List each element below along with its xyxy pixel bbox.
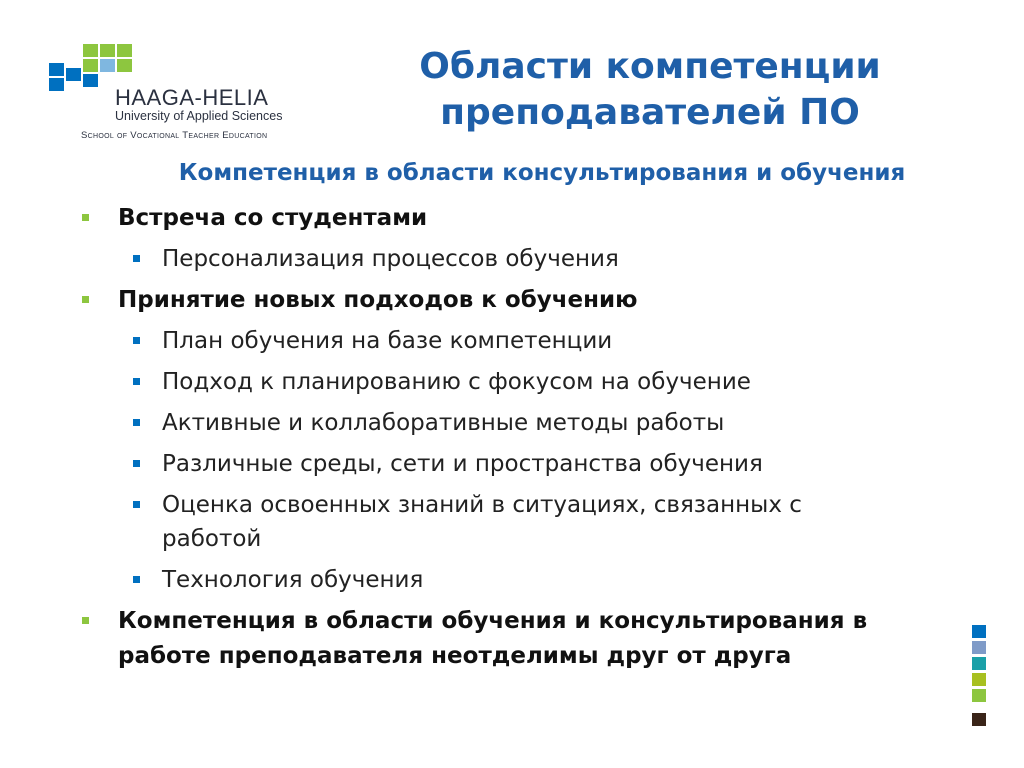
sub-bullet-item: План обучения на базе компетенции	[162, 328, 613, 354]
haaga-helia-logo	[48, 42, 298, 152]
bullet-item-continuation: работе преподавателя неотделимы друг от друга	[118, 643, 792, 669]
sub-bullet-marker	[133, 378, 140, 385]
bullet-item: Компетенция в области обучения и консультирования в	[118, 608, 868, 634]
bullet-marker	[82, 296, 89, 303]
logo-name: HAAGA-HELIA	[115, 85, 269, 110]
sub-bullet-marker	[133, 460, 140, 467]
slide-title	[380, 44, 920, 136]
sub-bullet-item: Подход к планированию с фокусом на обучение	[162, 369, 751, 395]
sub-bullet-marker	[133, 419, 140, 426]
bullet-item: Принятие новых подходов к обучению	[118, 287, 638, 313]
deco-square	[972, 689, 986, 702]
deco-square	[972, 673, 986, 686]
sub-bullet-marker	[133, 255, 140, 262]
bullet-marker	[82, 214, 89, 221]
sub-bullet-marker	[133, 576, 140, 583]
sub-bullet-marker	[133, 501, 140, 508]
sub-bullet-item-continuation: работой	[162, 526, 262, 552]
sub-bullet-item: Технология обучения	[162, 567, 424, 593]
bullet-item: Встреча со студентами	[118, 205, 428, 231]
deco-square	[972, 625, 986, 638]
sub-bullet-marker	[133, 337, 140, 344]
slide-subtitle: Компетенция в области консультирования и обучения	[178, 160, 906, 186]
sub-bullet-item: Различные среды, сети и пространства обучения	[162, 451, 763, 477]
sub-bullet-item: Оценка освоенных знаний в ситуациях, связанных с	[162, 492, 802, 518]
title-line-1: Области компетенции	[419, 46, 881, 87]
logo-subtitle: University of Applied Sciences	[115, 109, 283, 123]
bullet-marker	[82, 617, 89, 624]
logo-school: School of Vocational Teacher Education	[81, 130, 268, 141]
deco-square	[972, 657, 986, 670]
deco-square	[972, 641, 986, 654]
sub-bullet-item: Активные и коллаборативные методы работы	[162, 410, 725, 436]
deco-square	[972, 713, 986, 726]
title-line-2: преподавателей ПО	[440, 92, 860, 133]
sub-bullet-item: Персонализация процессов обучения	[162, 246, 619, 272]
